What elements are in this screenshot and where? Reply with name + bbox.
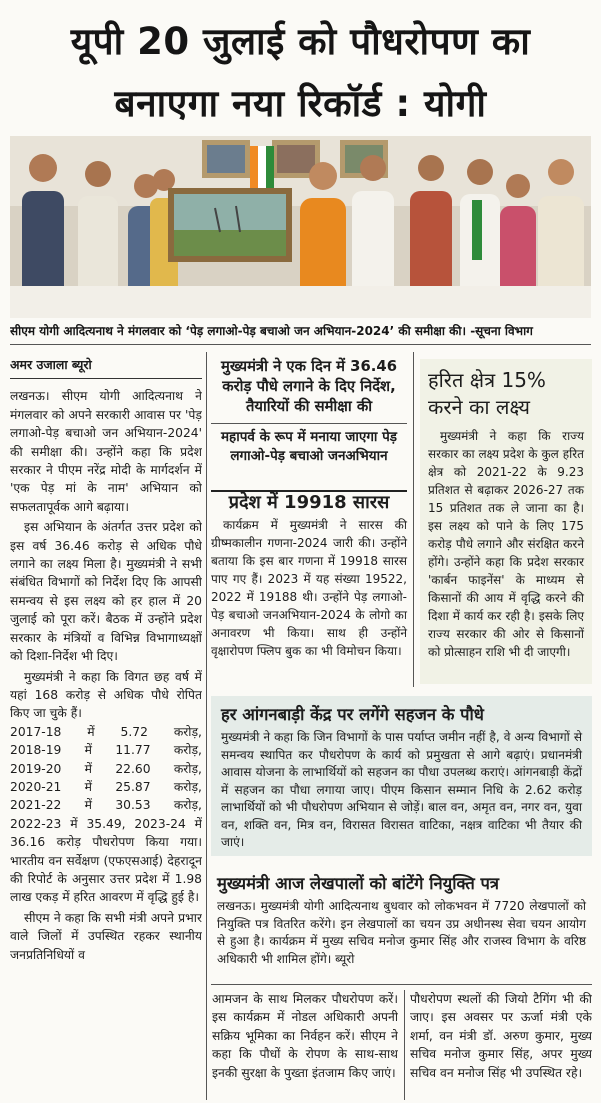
- bottom-column-3: [410, 990, 592, 1100]
- saras-title: प्रदेश में 19918 सारस: [211, 490, 407, 512]
- green-target-box: [420, 359, 592, 684]
- headline-line-1: यूपी 20 जुलाई को पौधरोपण का: [70, 20, 531, 63]
- anganbadi-text: मुख्यमंत्री ने कहा कि जिन विभागों के पास पर्याप्त जमीन नहीं है, वे अन्य विभागों से समन्वय स्थापित कर पौधरोपण के कार्य को प्रमुखता से आगे बढ़ाएं। प्रधानमंत्री आवास योजना के लाभार्थियों को सहजन का पौधा उपलब्ध कराएं। आंगनबाड़ी केंद्रों में सहजन का पौधा लगाया जाए। पीएम किसान सम्मान निधि के 2.62 करोड़ लाभार्थियों को भी पौधरोपण अभियान से जोड़ें। बाल वन, अमृत वन, नगर वन, युवा वन, शक्ति वन, मित्र वन, विरासत विरासत वाटिका, नक्षत्र वाटिका भी तैयार की जाएं।: [221, 730, 582, 849]
- stat-row: 2020-21 में 25.87 करोड़,: [10, 779, 202, 794]
- paragraph: आमजन के साथ मिलकर पौधरोपण करें। इस कार्यक्रम में नोडल अधिकारी अपनी सक्रिय भूमिका का निर्वहन करें। सीएम ने कहा कि पौधों के रोपण के साथ-साथ इनकी सुरक्षा के पुख्ता इंतजाम किए जाएं।: [212, 992, 398, 1080]
- divider: [211, 984, 592, 985]
- main-article-column: [10, 356, 202, 1101]
- paragraph: पौधरोपण स्थलों की जियो टैगिंग भी की जाए। इस अवसर पर ऊर्जा मंत्री एके शर्मा, वन मंत्री डॉ. अरुण कुमार, मुख्य सचिव मनोज कुमार सिंह, अपर मुख्य सचिव वन मनोज सिंह भी उपस्थित रहे।: [410, 992, 592, 1080]
- column-rule: [413, 352, 414, 687]
- stat-row: 2019-20 में 22.60 करोड़,: [10, 761, 202, 776]
- paragraph: सीएम ने कहा कि सभी मंत्री अपने प्रभार वाले जिलों में उपस्थित रहकर स्थानीय जनप्रतिनिधियों व: [10, 910, 202, 962]
- bottom-column-2: [212, 990, 398, 1100]
- anganbadi-title: हर आंगनबाड़ी केंद्र पर लगेंगे सहजन के पौधे: [221, 705, 484, 724]
- stat-row: 2017-18 में 5.72 करोड़,: [10, 724, 202, 739]
- photo-caption: सीएम योगी आदित्यनाथ ने मंगलवार को ‘पेड़ लगाओ-पेड़ बचाओ जन अभियान-2024’ की समीक्षा की। -सूचना विभाग: [10, 324, 533, 338]
- saras-box: [211, 488, 407, 660]
- paragraph: 2022-23 में 35.49, 2023-24 में 36.16 करोड़ पौधरोपण किया गया। भारतीय वन सर्वेक्षण (एफएसआई) देहरादून की रिपोर्ट के अनुसार उत्तर प्रदेश में 1.98 लाख एकड़ में हरित आवरण में वृद्धि हुई है।: [10, 816, 202, 905]
- column-rule: [404, 990, 405, 1100]
- column-rule: [206, 352, 207, 1100]
- secondary-headline: [211, 357, 407, 485]
- headline-line-2: बनाएगा नया रिकॉर्ड : योगी: [114, 82, 487, 125]
- saras-text: कार्यक्रम में मुख्यमंत्री ने सारस की ग्रीष्मकालीन गणना-2024 जारी की। उन्होंने बताया कि इस बार गणना में 19918 सारस पाए गए हैं। 2023 में यह संख्या 19522, 2022 में 19188 थी। उन्होंने पेड़ लगाओ-पेड़ बचाओ जनअभियान-2024 के लोगो का अनावरण भी किया। साथ ही उन्होंने वृक्षारोपण फ्लिप बुक का भी विमोचन किया।: [211, 518, 407, 658]
- paragraph: इस अभियान के अंतर्गत उत्तर प्रदेश को इस वर्ष 36.46 करोड़ से अधिक पौधे लगाने का लक्ष्य मिला है। मुख्यमंत्री ने सभी संबंधित विभागों को निर्देश दिए कि आपसी समन्वय से इस लक्ष्य को हर हाल में 20 जुलाई को पूरा करें। बैठक में उन्होंने प्रदेश सरकार के मंत्रियों व विभिन्न विभागाध्यक्षों को दिशा-निर्देश भी दिए।: [10, 520, 202, 664]
- stat-row: 2021-22 में 30.53 करोड़,: [10, 798, 202, 813]
- secondary-headline-text: मुख्यमंत्री ने एक दिन में 36.46 करोड़ पौधे लगाने के दिए निर्देश, तैयारियों की समीक्षा की: [220, 358, 397, 415]
- lekhpal-box: [211, 869, 592, 981]
- anganbadi-box: [211, 696, 592, 856]
- byline: अमर उजाला ब्यूरो: [10, 356, 202, 379]
- subhead: महापर्व के रूप में मनाया जाएगा पेड़ लगाओ-पेड़ बचाओ जनअभियान: [211, 423, 407, 466]
- paragraph: लखनऊ। सीएम योगी आदित्यनाथ ने मंगलवार को अपने सरकारी आवास पर 'पेड़ लगाओ-पेड़ बचाओ जन अभियान-2024' की समीक्षा की। उन्होंने कहा कि प्रदेश सरकार ने पीएम नरेंद्र मोदी के मार्गदर्शन में 'एक पेड़ मां के नाम' अभियान को सफलतापूर्वक आगे बढ़ाया।: [10, 389, 202, 514]
- divider: [10, 344, 591, 345]
- green-box-text: मुख्यमंत्री ने कहा कि राज्य सरकार का लक्ष्य प्रदेश के कुल हरित क्षेत्र को 2021-22 के 9.23 प्रतिशत से बढ़ाकर 2026-27 तक 15 प्रतिशत तक ले जाना का है। इस लक्ष्य को पाने के लिए 175 करोड़ पौधे लगाने और संरक्षित करने होंगे। उन्होंने कहा कि प्रदेश सरकार 'कार्बन फाइनेंस' के माध्यम से किसानों की आय में वृद्धि करने की दिशा में कार्य कर रही है। इसके लिए राज्य सरकार की ओर से किसानों को प्रोत्साहन राशि भी दी जाएगी।: [428, 429, 584, 659]
- lekhpal-title: मुख्यमंत्री आज लेखपालों को बांटेंगे नियुक्ति पत्र: [217, 874, 499, 893]
- lekhpal-text: लखनऊ। मुख्यमंत्री योगी आदित्यनाथ बुधवार को लोकभवन में 7720 लेखपालों को नियुक्ति पत्र वितरित करेंगे। इन लेखपालों का चयन उप्र अधीनस्थ सेवा चयन आयोग से हुआ है। कार्यक्रम में मुख्य सचिव मनोज कुमार सिंह और राजस्व विभाग के वरिष्ठ अधिकारी भी शामिल होंगे। ब्यूरो: [217, 899, 586, 966]
- green-box-title: हरित क्षेत्र 15% करने का लक्ष्य: [428, 368, 546, 419]
- news-photo: [10, 136, 591, 318]
- paragraph: मुख्यमंत्री ने कहा कि विगत छह वर्ष में यहां 168 करोड़ से अधिक पौधे रोपित किए जा चुके हैं।: [10, 669, 202, 721]
- stat-row: 2018-19 में 11.77 करोड़,: [10, 743, 202, 758]
- stats-list: [10, 723, 202, 815]
